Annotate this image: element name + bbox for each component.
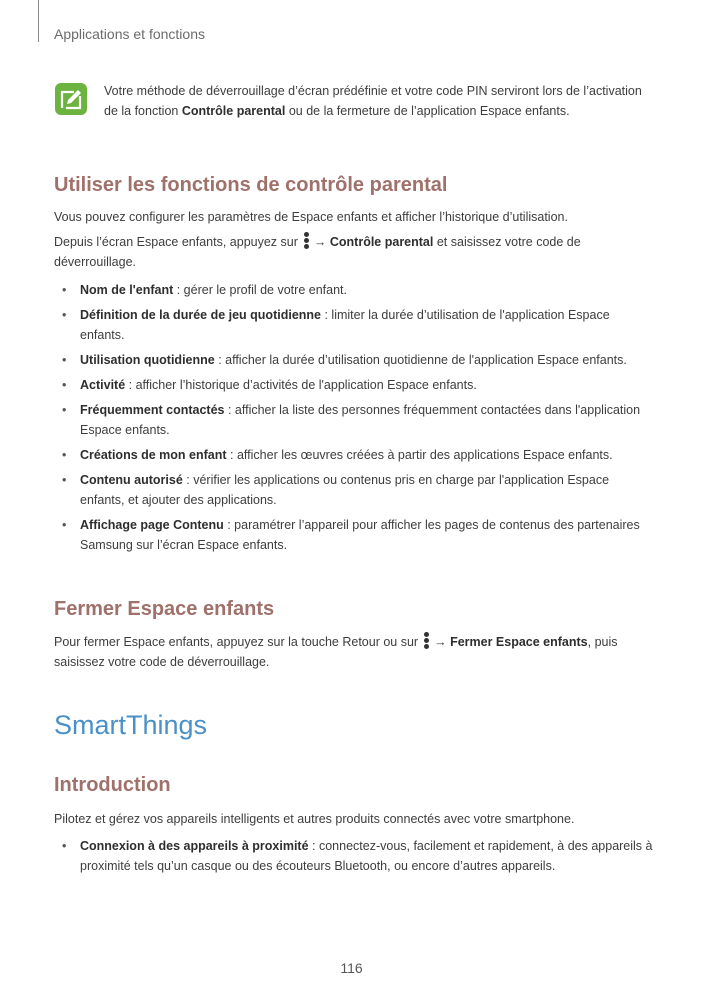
list-item-description: : afficher la durée d’utilisation quotidienne de l'application Espace enfants.: [214, 353, 627, 367]
bullet-icon: •: [62, 448, 67, 462]
note-pencil-icon: [55, 83, 87, 115]
bullet-icon: •: [62, 518, 67, 532]
bullet-icon: •: [62, 353, 67, 367]
list-item-label: Utilisation quotidienne: [80, 353, 215, 367]
note-bold: Contrôle parental: [181, 104, 286, 118]
list-item: [54, 400, 654, 440]
list-item: [54, 515, 654, 555]
section3-paragraph: Pilotez et gérez vos appareils intelligents et autres produits connectés avec votre smartphone.: [54, 812, 575, 826]
chapter-title: SmartThings: [54, 710, 208, 740]
list-item: [54, 305, 654, 345]
bullet-icon: •: [62, 378, 67, 392]
bullet-icon: •: [62, 403, 67, 417]
smartthings-features-list: [54, 836, 654, 881]
section1-paragraph-2: Depuis l’écran Espace enfants, appuyez sur → Contrôle parental et saisissez votre code de déverrouillage.: [54, 232, 654, 272]
list-item: [54, 470, 654, 510]
list-item-description: : afficher les œuvres créées à partir des applications Espace enfants.: [226, 448, 613, 462]
section-title-introduction: Introduction: [54, 774, 171, 796]
note-text: Votre méthode de déverrouillage d’écran prédéfinie et votre code PIN serviront lors de l’activation de la fonction Contrôle parental ou de la fermeture de l’application Espace enfants.: [104, 84, 642, 118]
list-item-description: : afficher la liste des personnes fréquemment contactées dans l'application Espace enfants.: [80, 403, 641, 437]
list-item: [54, 445, 654, 465]
more-options-icon: [424, 632, 430, 650]
page-header: Applications et fonctions: [54, 26, 205, 42]
list-item-description: : vérifier les applications ou contenus pris en charge par l'application Espace enfants, et ajouter des applications.: [80, 473, 610, 507]
section2-paragraph: Pour fermer Espace enfants, appuyez sur la touche Retour ou sur → Fermer Espace enfants, puis saisissez votre code de déverrouillage.: [54, 632, 654, 672]
section1-paragraph-1: Vous pouvez configurer les paramètres de Espace enfants et afficher l’historique d’utilisation.: [54, 210, 568, 224]
section-title-close-kids-mode: Fermer Espace enfants: [54, 598, 275, 620]
list-item-label: Connexion à des appareils à proximité: [80, 839, 309, 853]
list-item-label: Contenu autorisé: [80, 473, 183, 487]
bullet-icon: •: [62, 283, 67, 297]
list-item: [54, 350, 654, 370]
list-item-description: : afficher l’historique d’activités de l'application Espace enfants.: [125, 378, 477, 392]
list-item-label: Créations de mon enfant: [80, 448, 227, 462]
list-item-description: : limiter la durée d’utilisation de l'application Espace enfants.: [80, 308, 610, 342]
list-item-label: Nom de l'enfant: [80, 283, 174, 297]
header-rule: [38, 0, 39, 42]
list-item-description: : gérer le profil de votre enfant.: [173, 283, 347, 297]
bullet-icon: •: [62, 839, 67, 853]
parental-options-list: [54, 280, 654, 560]
list-item-description: : paramétrer l’appareil pour afficher les pages de contenus des partenaires Samsung sur l’écran Espace enfants.: [80, 518, 640, 552]
page-number: 116: [340, 960, 363, 976]
list-item-label: Activité: [80, 378, 126, 392]
list-item: [54, 836, 654, 876]
list-item-label: Fréquemment contactés: [80, 403, 225, 417]
list-item-label: Affichage page Contenu: [80, 518, 224, 532]
list-item: [54, 375, 654, 395]
more-options-icon: [304, 232, 310, 250]
list-item-description: : connectez-vous, facilement et rapidement, à des appareils à proximité tels qu’un casque ou des écouteurs Bluetooth, ou encore d’autres appareils.: [80, 839, 653, 873]
bullet-icon: •: [62, 308, 67, 322]
list-item: [54, 280, 654, 300]
list-item-label: Définition de la durée de jeu quotidienne: [80, 308, 321, 322]
bullet-icon: •: [62, 473, 67, 487]
section-title-parental-control: Utiliser les fonctions de contrôle parental: [54, 174, 448, 196]
